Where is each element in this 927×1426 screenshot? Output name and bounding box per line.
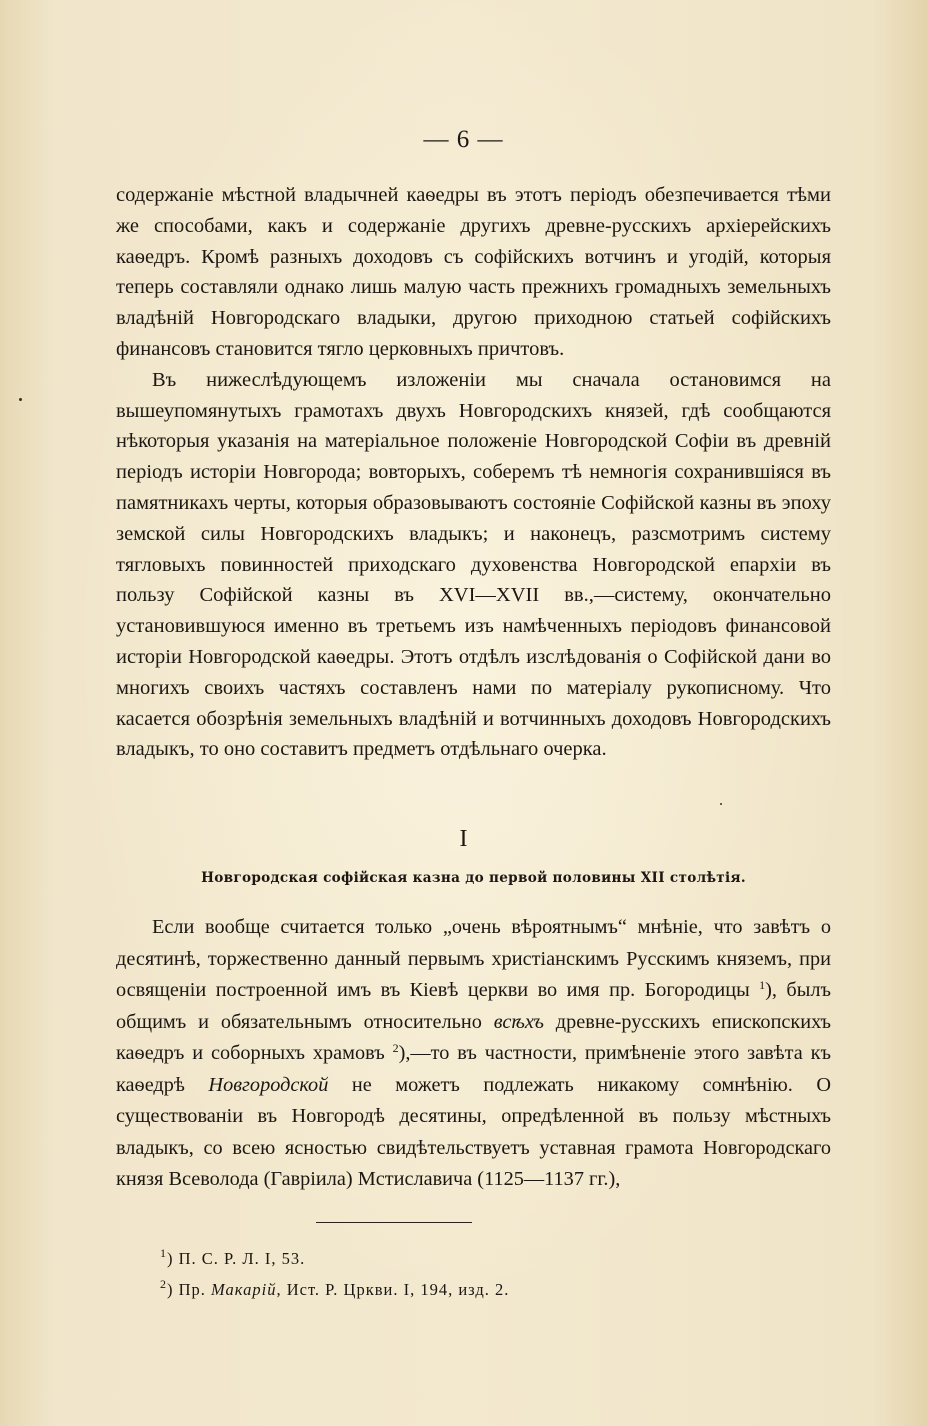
footnotes [160,1243,800,1305]
footnote-marker: 2 [160,1277,167,1291]
paper-speck [720,803,722,805]
section-text-part: ),—то въ частности, примѣненіе этого завѣта къ каѳедрѣ [116,1042,831,1096]
footnote-text: , Ист. Р. Цркви. I, 194, изд. 2. [276,1280,510,1299]
emphasized-word: Новгородской [208,1073,329,1096]
main-text [116,180,831,765]
plan-paragraph: Въ нижеслѣдующемъ изложеніи мы сначала остановимся на вышеупомянутыхъ грамотахъ двухъ Новгородскихъ князей, гдѣ сообщаются нѣкоторыя указанія на матеріальное положеніе Новгородской Софіи въ древній періодъ исторіи Новгорода; вовторыхъ, соберемъ тѣ немногія сохранившіяся въ памятникахъ черты, которыя образовываютъ состояніе Софійской казны въ эпоху земской силы Новгородскихъ владыкъ; и наконецъ, разсмотримъ систему тягловыхъ повинностей приходскаго духовенства Новгородской епархіи въ пользу Софійской казны въ XVI—XVII вв.,—систему, окончательно установившуюся именно въ третьемъ изъ намѣченныхъ періодовъ финансовой исторіи Новгородской каѳедры. Этотъ отдѣлъ изслѣдованія о Софійской дани во многихъ своихъ частяхъ составленъ нами по матеріалу рукописному. Что касается обозрѣнія земельныхъ владѣній и вотчинныхъ доходовъ Новгородскихъ владыкъ, то оно составитъ предметъ отдѣльнаго очерка. [116,368,831,761]
paper-speck [19,398,22,401]
footnote-author: Макарій [211,1280,277,1299]
footnote-ref: 2 [392,1041,399,1055]
page-number: — 6 — [423,126,504,153]
footnote-text: ) П. С. Р. Л. I, 53. [167,1249,306,1268]
emphasized-word: всѣхъ [493,1010,544,1033]
section-text-part: не можетъ подлежать никакому сомнѣнію. О существованіи въ Новгородѣ десятины, опредѣленной въ пользу мѣстныхъ владыкъ, со всею ясностью свидѣтельствуетъ уставная грамота Новгородскаго князя Всеволода (Гавріила) Мстиславича (1125—1137 гг.), [116,1073,831,1190]
footnote-ref: 1 [759,978,766,992]
footnote [160,1243,800,1274]
section-title: Новгородская софійская казна до первой половины XII столѣтія. [201,870,746,886]
intro-paragraph: содержаніе мѣстной владычней каѳедры въ этотъ періодъ обезпечивается тѣми же способами, какъ и содержаніе другихъ древне-русскихъ архіерейскихъ каѳедръ. Кромѣ разныхъ доходовъ съ софійскихъ вотчинъ и угодій, которыя теперь составляли однако лишь малую часть прежнихъ громадныхъ земельныхъ владѣній Новгородскаго владыки, другою приходною статьей софійскихъ финансовъ становится тягло церковныхъ причтовъ. [116,184,831,360]
section-numeral: I [459,826,468,852]
footnote-text: ) Пр. [167,1280,212,1299]
section-text-part: Если вообще считается только „очень вѣроятнымъ“ мнѣніе, что завѣтъ о десятинѣ, торжественно данный первымъ христіанскимъ Русскимъ княземъ, при освященіи построенной имъ въ Кіевѣ церкви во имя пр. Богородицы [116,916,831,1001]
footnote-marker: 1 [160,1246,167,1260]
section-paragraph [116,912,831,1196]
section-text-part: древне-русскихъ епископскихъ каѳедръ и соборныхъ храмовъ [116,1010,831,1064]
footnote-divider [316,1222,472,1223]
footnote [160,1274,800,1305]
section-text [116,912,831,1196]
section-text-part: ), былъ общимъ и обязательнымъ относительно [116,979,831,1033]
